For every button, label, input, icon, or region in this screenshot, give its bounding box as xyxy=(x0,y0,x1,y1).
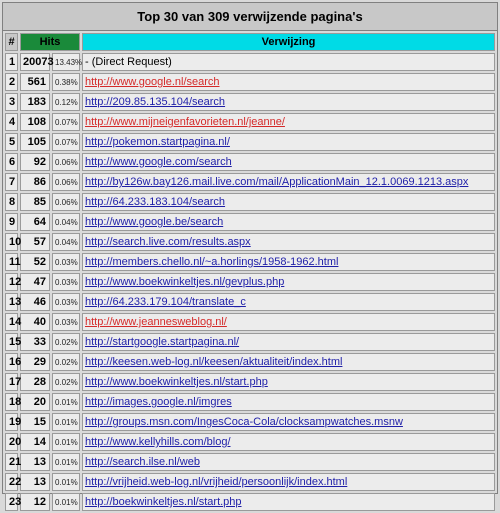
row-hits: 15 xyxy=(20,413,50,431)
row-percentage: 0.01% xyxy=(52,393,80,411)
row-referrer xyxy=(82,433,495,451)
row-percentage: 0.03% xyxy=(52,293,80,311)
row-percentage: 0.01% xyxy=(52,473,80,491)
table-row xyxy=(5,113,495,131)
referrer-link[interactable]: http://209.85.135.104/search xyxy=(85,96,226,108)
row-rank: 11 xyxy=(5,253,18,271)
referrer-column-header[interactable]: Verwijzing xyxy=(82,33,495,51)
table-row xyxy=(5,93,495,111)
table-row xyxy=(5,433,495,451)
referrer-link[interactable]: http://search.ilse.nl/web xyxy=(85,456,200,468)
table-row xyxy=(5,213,495,231)
table-row xyxy=(5,133,495,151)
row-referrer xyxy=(82,213,495,231)
row-hits: 561 xyxy=(20,73,50,91)
row-referrer xyxy=(82,393,495,411)
table-row xyxy=(5,233,495,251)
row-percentage: 0.01% xyxy=(52,413,80,431)
row-referrer xyxy=(82,293,495,311)
row-hits: 92 xyxy=(20,153,50,171)
table-row xyxy=(5,313,495,331)
row-hits: 14 xyxy=(20,433,50,451)
referrer-link[interactable]: http://search.live.com/results.aspx xyxy=(85,236,251,248)
row-rank: 19 xyxy=(5,413,18,431)
row-referrer xyxy=(82,93,495,111)
row-percentage: 0.02% xyxy=(52,353,80,371)
row-rank: 16 xyxy=(5,353,18,371)
row-hits: 108 xyxy=(20,113,50,131)
referrer-link[interactable]: http://64.233.183.104/search xyxy=(85,196,226,208)
row-hits: 64 xyxy=(20,213,50,231)
row-rank: 18 xyxy=(5,393,18,411)
row-hits: 33 xyxy=(20,333,50,351)
referrer-link[interactable]: http://www.boekwinkeltjes.nl/gevplus.php xyxy=(85,276,285,288)
referrer-link[interactable]: http://www.kellyhills.com/blog/ xyxy=(85,436,231,448)
referrer-link[interactable]: http://boekwinkeltjes.nl/start.php xyxy=(85,496,242,508)
referrer-link[interactable]: http://www.google.com/search xyxy=(85,156,232,168)
row-hits: 183 xyxy=(20,93,50,111)
table-row xyxy=(5,333,495,351)
row-hits: 86 xyxy=(20,173,50,191)
row-rank: 5 xyxy=(5,133,18,151)
referrer-link[interactable]: http://www.google.be/search xyxy=(85,216,224,228)
row-rank: 22 xyxy=(5,473,18,491)
row-referrer xyxy=(82,253,495,271)
row-rank: 7 xyxy=(5,173,18,191)
row-rank: 14 xyxy=(5,313,18,331)
referrer-report-panel xyxy=(2,2,498,508)
row-percentage: 0.04% xyxy=(52,233,80,251)
row-percentage: 0.06% xyxy=(52,173,80,191)
row-referrer xyxy=(82,373,495,391)
row-hits: 47 xyxy=(20,273,50,291)
row-rank: 21 xyxy=(5,453,18,471)
row-rank: 23 xyxy=(5,493,18,511)
row-hits: 13 xyxy=(20,473,50,491)
row-hits: 13 xyxy=(20,453,50,471)
row-percentage: 0.01% xyxy=(52,453,80,471)
row-percentage: 0.07% xyxy=(52,133,80,151)
referrer-link[interactable]: http://www.boekwinkeltjes.nl/start.php xyxy=(85,376,268,388)
row-hits: 28 xyxy=(20,373,50,391)
row-hits: 29 xyxy=(20,353,50,371)
referrer-link[interactable]: http://www.google.nl/search xyxy=(85,76,220,88)
row-percentage: 0.02% xyxy=(52,333,80,351)
row-hits: 46 xyxy=(20,293,50,311)
table-row xyxy=(5,173,495,191)
table-row xyxy=(5,253,495,271)
row-percentage: 0.01% xyxy=(52,433,80,451)
row-rank: 9 xyxy=(5,213,18,231)
row-hits: 52 xyxy=(20,253,50,271)
referrer-link[interactable]: http://vrijheid.web-log.nl/vrijheid/persoonlijk/index.html xyxy=(85,476,348,488)
row-hits: 105 xyxy=(20,133,50,151)
row-rank: 1 xyxy=(5,53,18,71)
table-row xyxy=(5,473,495,491)
row-referrer xyxy=(82,73,495,91)
row-hits: 20 xyxy=(20,393,50,411)
table-row xyxy=(5,353,495,371)
row-rank: 17 xyxy=(5,373,18,391)
table-row xyxy=(5,193,495,211)
row-percentage: 0.03% xyxy=(52,313,80,331)
table-row xyxy=(5,453,495,471)
row-hits: 40 xyxy=(20,313,50,331)
row-referrer xyxy=(82,493,495,511)
row-referrer xyxy=(82,153,495,171)
row-rank: 12 xyxy=(5,273,18,291)
referrer-link[interactable]: http://members.chello.nl/~a.horlings/1958-1962.html xyxy=(85,256,339,268)
row-referrer xyxy=(82,113,495,131)
row-percentage: 0.07% xyxy=(52,113,80,131)
table-row xyxy=(5,273,495,291)
row-rank: 15 xyxy=(5,333,18,351)
row-hits: 20073 xyxy=(20,53,50,71)
referrer-link[interactable]: http://startgoogle.startpagina.nl/ xyxy=(85,336,240,348)
row-referrer xyxy=(82,313,495,331)
referrer-text: - (Direct Request) xyxy=(85,56,172,68)
row-percentage: 0.38% xyxy=(52,73,80,91)
row-referrer xyxy=(82,453,495,471)
report-title: Top 30 van 309 verwijzende pagina's xyxy=(3,3,497,31)
referrer-link[interactable]: http://groups.msn.com/IngesCoca-Cola/clocksampwatches.msnw xyxy=(85,416,403,428)
rank-column-header: # xyxy=(5,33,18,51)
table-row xyxy=(5,293,495,311)
row-percentage: 13.43% xyxy=(52,53,80,71)
row-hits: 85 xyxy=(20,193,50,211)
row-rank: 3 xyxy=(5,93,18,111)
table-row xyxy=(5,393,495,411)
row-referrer xyxy=(82,133,495,151)
hits-column-header[interactable]: Hits xyxy=(20,33,80,51)
referrer-link[interactable]: http://pokemon.startpagina.nl/ xyxy=(85,136,230,148)
referrer-link[interactable]: http://images.google.nl/imgres xyxy=(85,396,232,408)
row-rank: 20 xyxy=(5,433,18,451)
row-rank: 8 xyxy=(5,193,18,211)
row-referrer xyxy=(82,273,495,291)
table-header-row xyxy=(5,33,495,51)
row-referrer xyxy=(82,353,495,371)
row-percentage: 0.02% xyxy=(52,373,80,391)
row-hits: 12 xyxy=(20,493,50,511)
row-rank: 13 xyxy=(5,293,18,311)
table-row xyxy=(5,153,495,171)
table-row xyxy=(5,413,495,431)
row-rank: 6 xyxy=(5,153,18,171)
referrer-link[interactable]: http://by126w.bay126.mail.live.com/mail/ApplicationMain_12.1.0069.1213.aspx xyxy=(85,176,469,188)
referrer-table xyxy=(3,31,497,513)
row-referrer xyxy=(82,333,495,351)
table-row xyxy=(5,73,495,91)
row-percentage: 0.06% xyxy=(52,193,80,211)
row-referrer xyxy=(82,473,495,491)
row-percentage: 0.04% xyxy=(52,213,80,231)
row-percentage: 0.01% xyxy=(52,493,80,511)
row-referrer xyxy=(82,193,495,211)
row-percentage: 0.03% xyxy=(52,253,80,271)
referrer-link[interactable]: http://www.mijneigenfavorieten.nl/jeanne/ xyxy=(85,116,285,128)
row-percentage: 0.03% xyxy=(52,273,80,291)
referrer-link[interactable]: http://keesen.web-log.nl/keesen/aktualiteit/index.html xyxy=(85,356,343,368)
row-referrer xyxy=(82,233,495,251)
row-referrer xyxy=(82,53,495,71)
row-rank: 2 xyxy=(5,73,18,91)
row-rank: 10 xyxy=(5,233,18,251)
table-row xyxy=(5,373,495,391)
row-percentage: 0.12% xyxy=(52,93,80,111)
row-referrer xyxy=(82,413,495,431)
row-rank: 4 xyxy=(5,113,18,131)
referrer-link[interactable]: http://www.jeannesweblog.nl/ xyxy=(85,316,227,328)
table-row xyxy=(5,493,495,511)
row-percentage: 0.06% xyxy=(52,153,80,171)
row-referrer xyxy=(82,173,495,191)
referrer-link[interactable]: http://64.233.179.104/translate_c xyxy=(85,296,246,308)
table-row xyxy=(5,53,495,71)
row-hits: 57 xyxy=(20,233,50,251)
